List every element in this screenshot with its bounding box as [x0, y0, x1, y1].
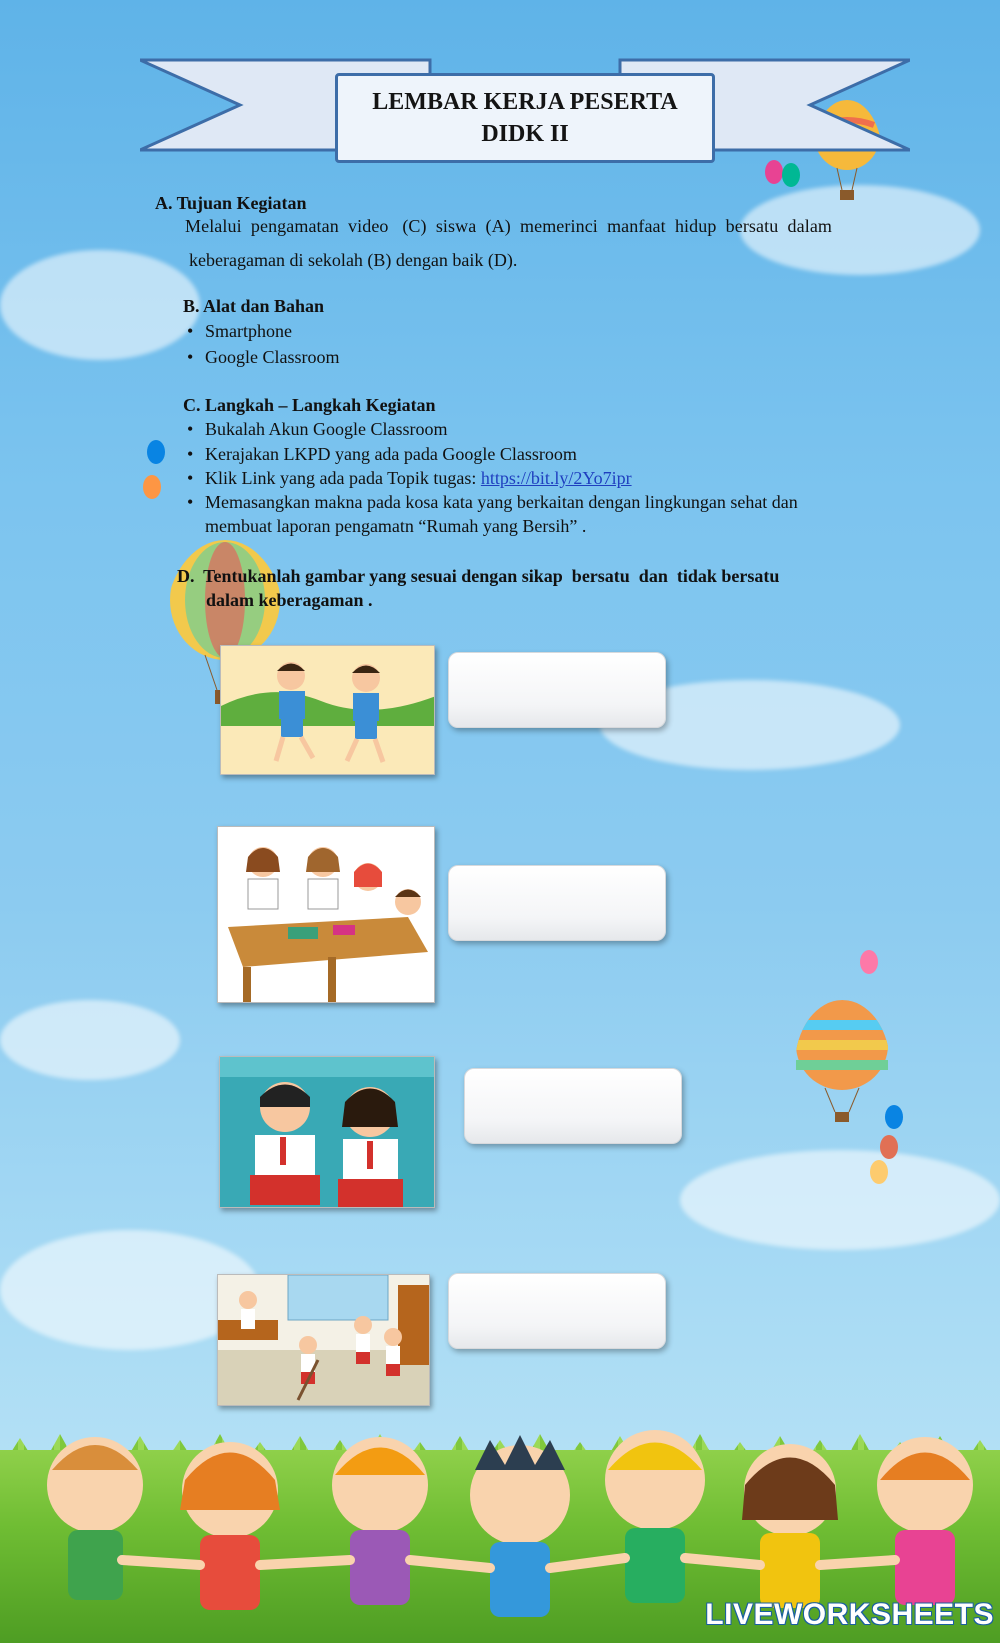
- hot-air-balloon-icon: [795, 1000, 890, 1130]
- students-cleaning-class-picture: [217, 1274, 430, 1406]
- small-balloon-icon: [870, 1160, 888, 1184]
- task-link[interactable]: https://bit.ly/2Yo7ipr: [480, 468, 632, 488]
- small-balloon-icon: [880, 1135, 898, 1159]
- two-boys-running-picture: [220, 645, 435, 775]
- page-title: [335, 73, 715, 163]
- liveworksheets-watermark: LIVEWORKSHEETS: [705, 1598, 994, 1631]
- section-a-text-line1: Melalui pengamatan video (C) siswa (A) memerinci manfaat hidup bersatu dalam: [185, 216, 833, 236]
- list-item: • Kerajakan LKPD yang ada pada Google Classroom: [205, 442, 577, 466]
- girls-mocking-picture: [219, 1056, 435, 1208]
- list-item-text: Klik Link yang ada pada Topik tugas:: [205, 468, 481, 488]
- small-balloon-icon: [143, 475, 161, 499]
- page-title-line2: DIDK II: [481, 121, 569, 147]
- page-title-line1: LEMBAR KERJA PESERTA: [372, 89, 678, 115]
- section-a-heading: A. Tujuan Kegiatan: [155, 193, 307, 213]
- list-item: • Smartphone: [205, 319, 292, 343]
- list-item-continuation: membuat laporan pengamatn “Rumah yang Bersih” .: [205, 516, 587, 536]
- answer-drop-box-4[interactable]: [448, 1273, 666, 1349]
- section-c-heading: C. Langkah – Langkah Kegiatan: [183, 395, 436, 415]
- cloud-decoration: [0, 1000, 180, 1080]
- section-d-heading-line1: D. Tentukanlah gambar yang sesuai dengan sikap bersatu dan tidak bersatu: [177, 566, 780, 586]
- cloud-decoration: [0, 250, 200, 360]
- students-studying-together-picture: [217, 826, 435, 1003]
- section-d-heading-line2: dalam keberagaman .: [206, 590, 373, 610]
- small-balloon-icon: [885, 1105, 903, 1129]
- small-balloon-icon: [147, 440, 165, 464]
- list-item: • Google Classroom: [205, 345, 340, 369]
- list-item: • Bukalah Akun Google Classroom: [205, 417, 447, 441]
- answer-drop-box-3[interactable]: [464, 1068, 682, 1144]
- section-b-heading: B. Alat dan Bahan: [183, 296, 325, 316]
- list-item: • Memasangkan makna pada kosa kata yang berkaitan dengan lingkungan sehat dan: [205, 490, 798, 514]
- small-balloon-icon: [860, 950, 878, 974]
- cloud-decoration: [680, 1150, 1000, 1250]
- list-item: [205, 466, 632, 490]
- answer-drop-box-1[interactable]: [448, 652, 666, 728]
- answer-drop-box-2[interactable]: [448, 865, 666, 941]
- section-a-text-line2: keberagaman di sekolah (B) dengan baik (D).: [189, 250, 518, 270]
